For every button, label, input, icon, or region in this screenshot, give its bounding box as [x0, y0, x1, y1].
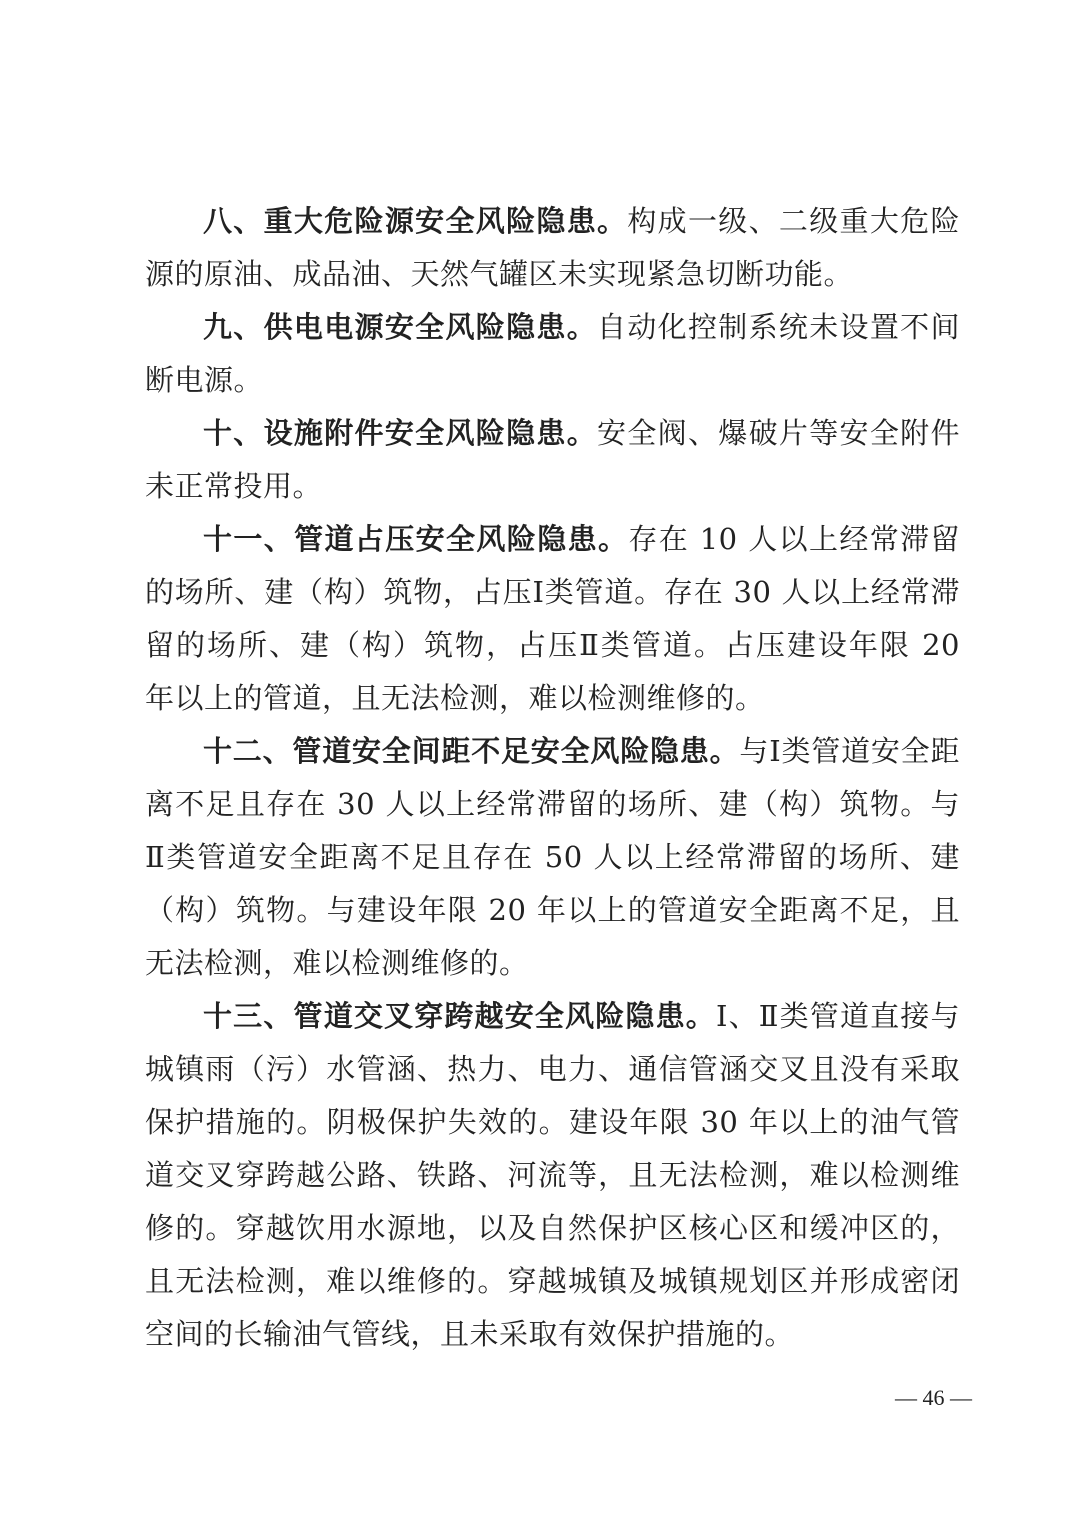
paragraph-item-12: [145, 725, 960, 990]
paragraph-item-9: [145, 301, 960, 407]
paragraph-heading: 十二、管道安全间距不足安全风险隐患。: [203, 734, 740, 768]
paragraph-text: 存在 10 人以上经常滞留的场所、建（构）筑物，占压Ⅰ类管道。存在 30 人以上经常滞留的场所、建（构）筑物，占压Ⅱ类管道。占压建设年限 20 年以上的管道，且无法检测，难以检测维修的。: [145, 522, 960, 715]
paragraph-heading: 十、设施附件安全风险隐患。: [203, 416, 598, 450]
paragraph-text: 自动化控制系统未设置不间断电源。: [145, 310, 960, 397]
paragraph-text: 安全阀、爆破片等安全附件未正常投用。: [145, 416, 960, 503]
paragraph-heading: 八、重大危险源安全风险隐患。: [203, 204, 628, 238]
document-body: [145, 195, 960, 1361]
paragraph-item-11: [145, 513, 960, 725]
paragraph-text: 构成一级、二级重大危险源的原油、成品油、天然气罐区未实现紧急切断功能。: [145, 204, 960, 291]
paragraph-text: Ⅰ、Ⅱ类管道直接与城镇雨（污）水管涵、热力、电力、通信管涵交叉且没有采取保护措施的。阴极保护失效的。建设年限 30 年以上的油气管道交叉穿跨越公路、铁路、河流等，且无法检测，难以检测维修的。穿越饮用水源地，以及自然保护区核心区和缓冲区的，且无法检测，难以维修的。穿越城镇及城镇规划区并形成密闭空间的长输油气管线，且未采取有效保护措施的。: [145, 999, 960, 1351]
paragraph-heading: 十三、管道交叉穿跨越安全风险隐患。: [203, 999, 716, 1033]
paragraph-item-8: [145, 195, 960, 301]
page-number: — 46 —: [895, 1385, 972, 1410]
paragraph-heading: 九、供电电源安全风险隐患。: [203, 310, 598, 344]
paragraph-item-10: [145, 407, 960, 513]
paragraph-text: 与Ⅰ类管道安全距离不足且存在 30 人以上经常滞留的场所、建（构）筑物。与Ⅱ类管道安全距离不足且存在 50 人以上经常滞留的场所、建（构）筑物。与建设年限 20 年以上的管道安全距离不足，且无法检测，难以检测维修的。: [145, 734, 960, 980]
paragraph-heading: 十一、管道占压安全风险隐患。: [203, 522, 629, 556]
paragraph-item-13: [145, 990, 960, 1361]
